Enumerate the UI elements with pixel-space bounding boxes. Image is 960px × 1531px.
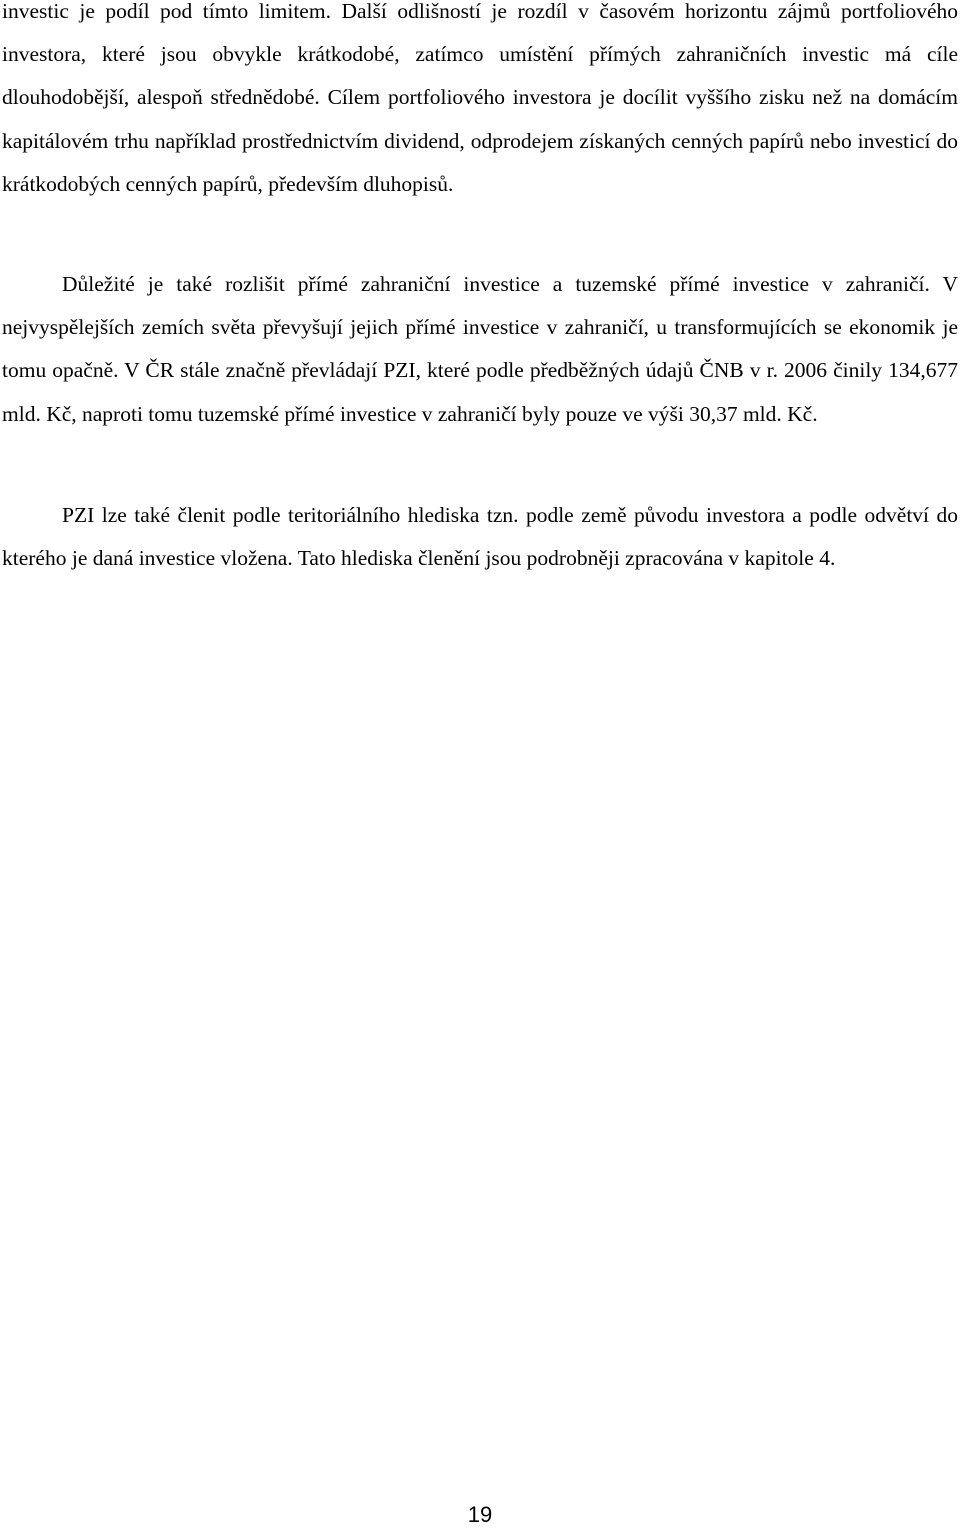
- paragraph-3: PZI lze také členit podle teritoriálního hlediska tzn. podle země původu investora a podle odvětví do kterého je daná investice vložena. Tato hlediska členění jsou podrobněji zpracována v kapitole 4.: [2, 503, 958, 571]
- paragraph-2: Důležité je také rozlišit přímé zahraniční investice a tuzemské přímé investice v zahraničí. V nejvyspělejších zemích světa převyšují jejich přímé investice v zahraničí, u transformujících se ekonomik je tomu opačně. V ČR stále značně převládají PZI, které podle předběžných údajů ČNB v r. 2006 činily 134,677 mld. Kč, naproti tomu tuzemské přímé investice v zahraničí byly pouze ve výši 30,37 mld. Kč.: [2, 272, 958, 426]
- page-number: 19: [467, 1502, 493, 1527]
- paragraph-1: investic je podíl pod tímto limitem. Další odlišností je rozdíl v časovém horizontu zájmů portfoliového investora, které jsou obvykle krátkodobé, zatímco umístění přímých zahraničních investic má cíle dlouhodobější, alespoň střednědobé. Cílem portfoliového investora je docílit vyššího zisku než na domácím kapitálovém trhu například prostřednictvím dividend, odprodejem získaných cenných papírů nebo investicí do krátkodobých cenných papírů, především dluhopisů.: [2, 0, 958, 196]
